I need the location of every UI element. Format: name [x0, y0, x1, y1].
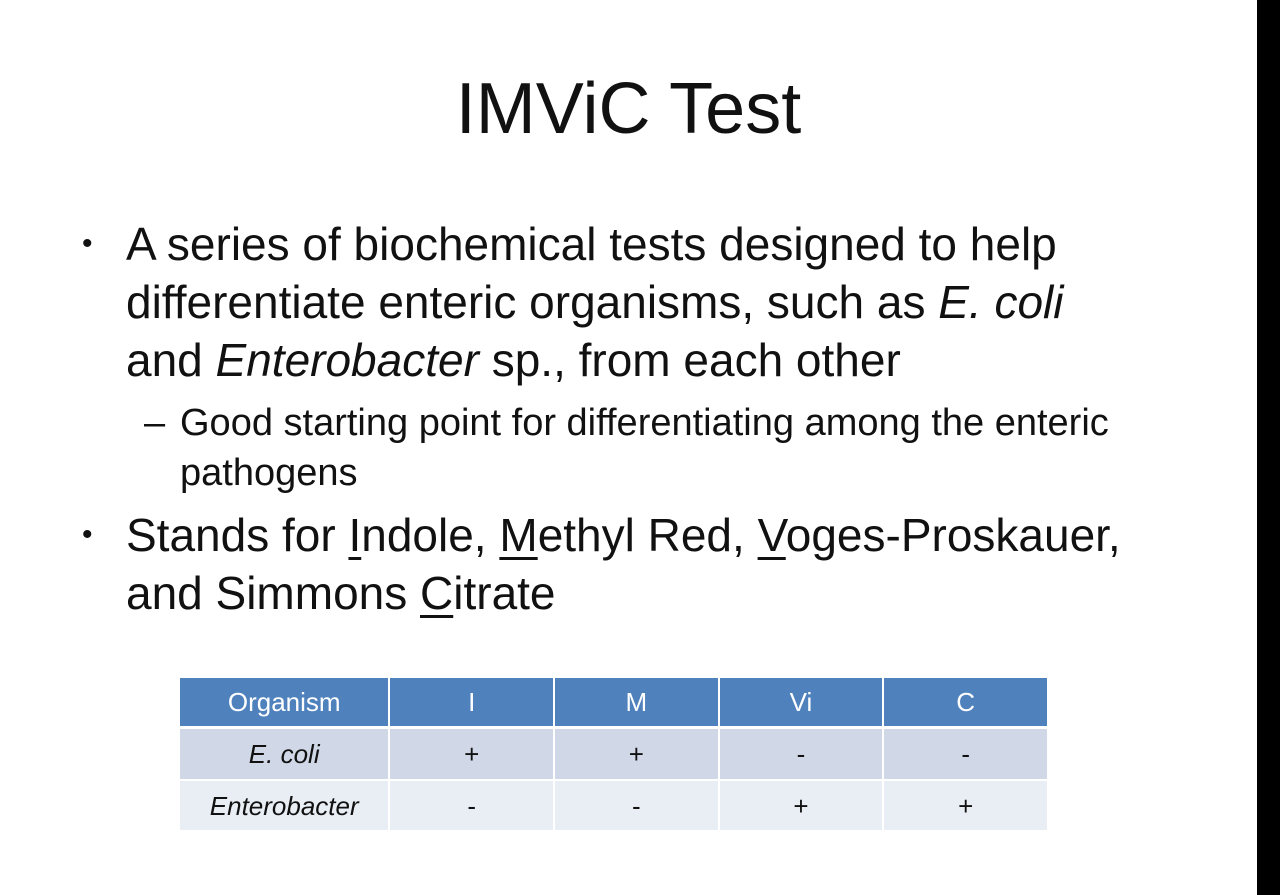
header-i: I	[388, 678, 553, 729]
bullet-2-text-d: oges-Proskauer, and Simmons	[126, 509, 1121, 619]
table-header-row	[180, 678, 1047, 729]
bullet-2-text-b: ndole,	[361, 509, 500, 561]
bullet-1-enterobacter: Enterobacter	[215, 334, 479, 386]
cell-organism: E. coli	[180, 729, 388, 781]
bullet-1	[82, 215, 1186, 389]
letter-i: I	[348, 509, 362, 561]
imvic-table-container	[180, 678, 1047, 830]
cell-i: -	[388, 781, 553, 830]
bullet-dot: •	[82, 518, 93, 551]
header-m: M	[553, 678, 718, 729]
cell-i: +	[388, 729, 553, 781]
bullet-1-ecoli: E. coli	[938, 276, 1064, 328]
cell-m: +	[553, 729, 718, 781]
bullet-2-text-a: Stands for	[126, 509, 349, 561]
cell-c: -	[882, 729, 1047, 781]
letter-c: C	[420, 567, 454, 619]
bullet-1-text-c: sp., from each other	[478, 334, 901, 386]
cell-vi: +	[718, 781, 883, 830]
cell-vi: -	[718, 729, 883, 781]
cell-c: +	[882, 781, 1047, 830]
cell-organism: Enterobacter	[180, 781, 388, 830]
bullet-2	[82, 506, 1186, 622]
header-organism: Organism	[180, 678, 388, 729]
bullet-1-text-b: and	[126, 334, 216, 386]
bullet-2-text-e: itrate	[453, 567, 556, 619]
sub-bullet	[144, 398, 1180, 498]
letter-v: V	[757, 509, 786, 561]
sub-bullet-text: Good starting point for differentiating among the enteric pathogens	[180, 402, 1109, 494]
header-c: C	[882, 678, 1047, 729]
cell-m: -	[553, 781, 718, 830]
table-row	[180, 781, 1047, 830]
header-vi: Vi	[718, 678, 883, 729]
sub-bullet-dash: –	[144, 402, 166, 444]
bullet-dot: •	[82, 227, 93, 260]
imvic-table	[180, 678, 1047, 830]
slide-title: IMViC Test	[455, 69, 802, 149]
table-row	[180, 729, 1047, 781]
bullet-1-text-a: A series of biochemical tests designed to help differentiate enteric organisms, such as	[126, 218, 1057, 328]
bullet-2-text-c: ethyl Red,	[537, 509, 758, 561]
letter-m: M	[499, 509, 538, 561]
